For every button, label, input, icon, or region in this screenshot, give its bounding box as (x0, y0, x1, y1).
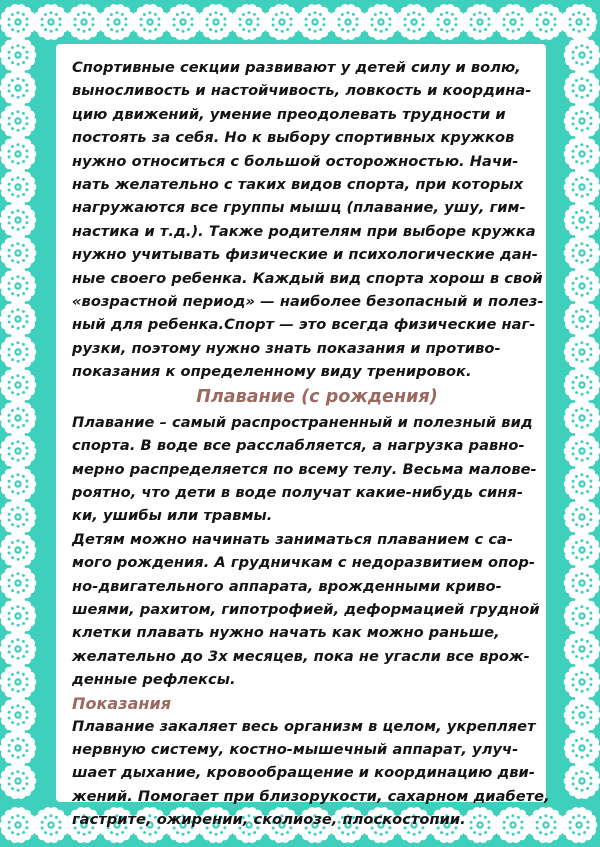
lace-doily (564, 103, 600, 139)
lace-doily (99, 4, 136, 40)
text-line: денные рефлексы. (72, 671, 236, 689)
lace-doily (564, 466, 600, 502)
lace-doily (0, 565, 36, 601)
lace-doily (0, 730, 36, 766)
article-body (72, 56, 554, 832)
lace-doily (0, 202, 36, 238)
lace-doily (0, 631, 36, 667)
lace-doily (561, 4, 598, 40)
lace-doily (564, 664, 600, 700)
lace-doily (564, 136, 600, 172)
text-line: шает дыхание, кровообращение и координацию дви- (72, 764, 535, 782)
text-line: роятно, что дети в воде получат какие-нибудь синя- (72, 483, 523, 501)
lace-doily (198, 4, 235, 40)
lace-doily (0, 532, 36, 568)
lace-doily (495, 4, 532, 40)
lace-doily (0, 664, 36, 700)
lace-doily (429, 4, 466, 40)
lace-doily (564, 334, 600, 370)
indications-paragraph (72, 715, 554, 832)
lace-doily (297, 4, 334, 40)
lace-doily (564, 202, 600, 238)
lace-doily (0, 807, 36, 843)
text-line: гастрите, ожирении, сколиозе, плоскостопии. (72, 811, 466, 829)
text-line: ный для ребенка.Спорт — это всегда физические наг- (72, 316, 536, 334)
text-line: Детям можно начинать заниматься плаванием с са- (72, 530, 514, 548)
text-line: Спортивные секции развивают у детей силу и волю, (72, 59, 521, 76)
lace-doily (564, 367, 600, 403)
lace-doily (0, 598, 36, 634)
lace-doily (0, 697, 36, 733)
lace-doily (0, 4, 36, 40)
text-line: нужно относиться с большой осторожностью. Начи- (72, 152, 519, 170)
lace-doily (0, 235, 36, 271)
lace-doily (0, 268, 36, 304)
lace-doily (528, 4, 565, 40)
lace-doily (564, 235, 600, 271)
swimming-paragraph-1 (72, 411, 554, 528)
text-line: ные своего ребенка. Каждый вид спорта хорош в свой (72, 269, 543, 287)
text-line: мерно распределяется по всему телу. Весьма малове- (72, 460, 537, 478)
lace-doily (363, 4, 400, 40)
lace-doily (564, 400, 600, 436)
lace-doily (330, 4, 367, 40)
lace-doily (0, 136, 36, 172)
text-line: желательно до 3х месяцев, пока не угасли все врож- (72, 647, 530, 665)
lace-doily (564, 631, 600, 667)
lace-doily (564, 433, 600, 469)
lace-doily (564, 565, 600, 601)
swimming-paragraph-2 (72, 528, 554, 692)
text-line: мого рождения. А грудничкам с недоразвитием опор- (72, 554, 535, 572)
text-line: постоять за себя. Но к выбору спортивных кружков (72, 129, 515, 147)
text-line: нервную систему, костно-мышечный аппарат, улуч- (72, 740, 519, 758)
text-line: выносливость и настойчивость, ловкость и координа- (72, 82, 532, 100)
lace-doily (564, 70, 600, 106)
lace-doily (0, 169, 36, 205)
lace-doily (0, 70, 36, 106)
lace-doily (396, 4, 433, 40)
lace-doily (0, 334, 36, 370)
subheading-indications: Показания (72, 693, 172, 713)
text-line: Плавание – самый распространенный и полезный вид (72, 413, 533, 431)
lace-doily (0, 499, 36, 535)
lace-doily (564, 37, 600, 73)
lace-doily (564, 499, 600, 535)
lace-doily (561, 807, 598, 843)
lace-doily (564, 763, 600, 799)
text-line: ки, ушибы или травмы. (72, 507, 273, 525)
lace-doily (264, 4, 301, 40)
text-line: шеями, рахитом, гипотрофией, деформацией грудной (72, 600, 540, 618)
lace-doily (0, 433, 36, 469)
lace-doily (33, 807, 70, 843)
lace-doily (66, 4, 103, 40)
text-line: нужно учитывать физические и психологические дан- (72, 246, 538, 264)
lace-doily (165, 4, 202, 40)
lace-doily (0, 367, 36, 403)
text-line: жений. Помогает при близорукости, сахарном диабете, (72, 787, 550, 805)
lace-doily (564, 697, 600, 733)
text-line: нагружаются все группы мышц (плавание, ушу, гим- (72, 199, 526, 217)
lace-doily (0, 466, 36, 502)
lace-doily (564, 268, 600, 304)
text-line: спорта. В воде все расслабляется, а нагрузка равно- (72, 437, 525, 455)
lace-doily (564, 598, 600, 634)
lace-doily (33, 4, 70, 40)
lace-doily (0, 301, 36, 337)
lace-doily (0, 400, 36, 436)
text-line: Плавание закаляет весь организм в целом, укрепляет (72, 717, 536, 735)
lace-doily (0, 103, 36, 139)
text-line: цию движений, умение преодолевать трудности и (72, 105, 506, 123)
lace-doily (564, 169, 600, 205)
lace-doily (564, 301, 600, 337)
text-line: показания к определенному виду тренировок. (72, 363, 472, 381)
text-line: клетки плавать нужно начать как можно раньше, (72, 624, 500, 642)
lace-doily (0, 763, 36, 799)
lace-doily (0, 37, 36, 73)
lace-doily (564, 532, 600, 568)
text-line: но-двигательного аппарата, врожденными криво- (72, 577, 502, 595)
section-heading-swimming: Плавание (с рождения) (196, 386, 438, 407)
lace-doily (462, 4, 499, 40)
text-line: рузки, поэтому нужно знать показания и противо- (72, 339, 501, 357)
text-line: настика и т.д.). Также родителям при выборе кружка (72, 222, 536, 240)
intro-paragraph (72, 56, 554, 384)
lace-doily (231, 4, 268, 40)
text-line: нать желательно с таких видов спорта, при которых (72, 176, 524, 194)
text-line: «возрастной период» — наиболее безопасный и полез- (72, 293, 544, 311)
lace-doily (132, 4, 169, 40)
lace-doily (564, 730, 600, 766)
